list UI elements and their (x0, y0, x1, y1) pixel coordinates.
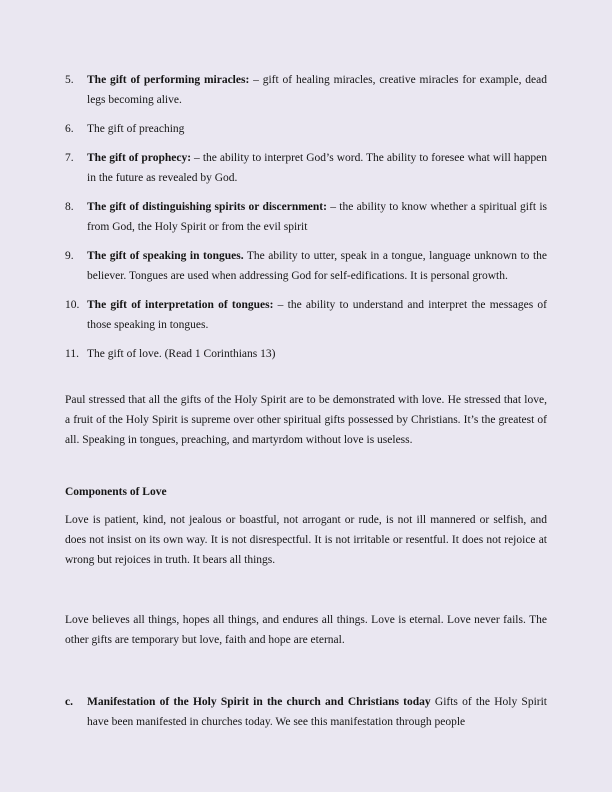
list-item-text (87, 246, 547, 286)
list-item-bold: The gift of performing miracles: (87, 74, 250, 86)
list-item-text (87, 148, 547, 188)
components-of-love-heading: Components of Love (65, 486, 167, 498)
list-item-5 (65, 70, 547, 110)
manifestation-item (65, 692, 547, 732)
list-item-number: 11. (65, 348, 79, 360)
list-item-rest: The ability to utter, speak in a tongue, language unknown to the believer. Tongues are used when addressing God for self-edifications. It is personal growth. (87, 250, 547, 282)
list-item-text (87, 295, 547, 335)
manifestation-marker: c. (65, 696, 73, 708)
list-item-rest: – the ability to understand and interpret the messages of those speaking in tongues. (87, 299, 547, 331)
list-item-number: 10. (65, 299, 80, 311)
list-item-number: 5. (65, 74, 74, 86)
list-item-number: 7. (65, 152, 74, 164)
list-item-8 (65, 197, 547, 237)
list-item-text (87, 119, 547, 139)
list-item-bold: The gift of speaking in tongues. (87, 250, 244, 262)
list-item-7 (65, 148, 547, 188)
list-item-number: 6. (65, 123, 74, 135)
list-item-6 (65, 119, 547, 139)
paragraph-components-body: Love is patient, kind, not jealous or boastful, not arrogant or rude, is not ill mannered or selfish, and does not insist on its own way. It is not disrespectful. It is not irritable or resentful. It does not rejoice at wrong but rejoices in truth. It bears all things. (65, 514, 547, 566)
list-item-number: 8. (65, 201, 74, 213)
list-item-11 (65, 344, 547, 364)
list-item-text (87, 197, 547, 237)
list-item-rest: – gift of healing miracles, creative miracles for example, dead legs becoming alive. (87, 74, 547, 106)
paragraph-love-endures: Love believes all things, hopes all things, and endures all things. Love is eternal. Love never fails. The other gifts are temporary but love, faith and hope are eternal. (65, 614, 547, 646)
manifestation-text (87, 692, 547, 732)
list-item-bold: The gift of interpretation of tongues: (87, 299, 274, 311)
list-item-10 (65, 295, 547, 335)
list-item-rest: The gift of preaching (87, 123, 185, 135)
list-item-9 (65, 246, 547, 286)
gifts-numbered-list (65, 70, 547, 364)
list-item-rest: – the ability to interpret God’s word. The ability to foresee what will happen in the future as revealed by God. (87, 152, 547, 184)
paragraph-love-summary: Paul stressed that all the gifts of the Holy Spirit are to be demonstrated with love. He stressed that love, a fruit of the Holy Spirit is supreme over other spiritual gifts possessed by Christians. It’s the greatest of all. Speaking in tongues, preaching, and martyrdom without love is useless. (65, 394, 547, 446)
list-item-number: 9. (65, 250, 74, 262)
list-item-rest: – the ability to know whether a spiritual gift is from God, the Holy Spirit or from the evil spirit (87, 201, 547, 233)
list-item-bold: The gift of prophecy: (87, 152, 192, 164)
manifestation-rest: Gifts of the Holy Spirit have been manifested in churches today. We see this manifestation through people (87, 696, 547, 728)
manifestation-bold: Manifestation of the Holy Spirit in the church and Christians today (87, 696, 431, 708)
list-item-text (87, 70, 547, 110)
list-item-rest: The gift of love. (Read 1 Corinthians 13) (87, 348, 276, 360)
list-item-text (87, 344, 547, 364)
list-item-bold: The gift of distinguishing spirits or discernment: (87, 201, 327, 213)
